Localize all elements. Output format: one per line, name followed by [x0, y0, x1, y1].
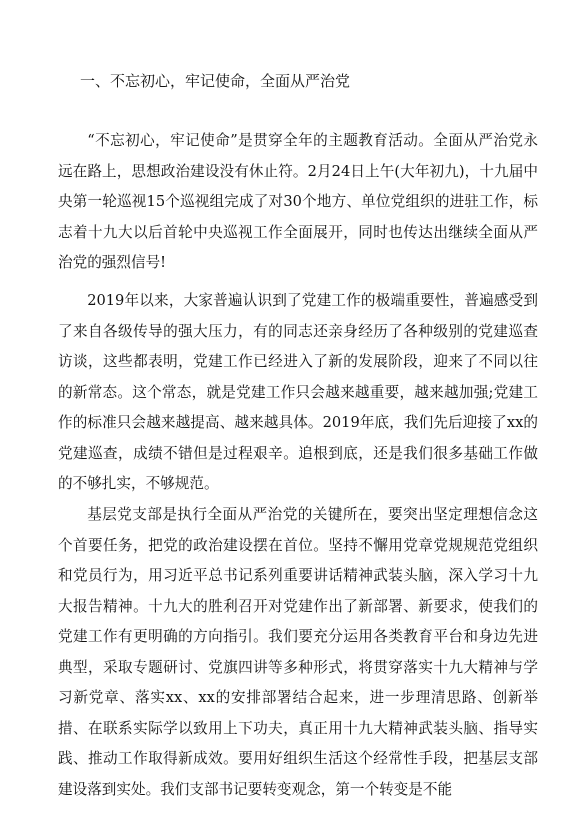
paragraph-3: 基层党支部是执行全面从严治党的关键所在，要突出坚定理想信念这个首要任务，把党的政治建设摆在首位。坚持不懈用党章党规规范党组织和党员行为，用习近平总书记系列重要讲话精神武装头脑，深入学习十九大报告精神。十九大的胜利召开对党建作出了新部署、新要求，使我们的党建工作有更明确的方向指引。我们要充分运用各类教育平台和身边先进典型，采取专题研讨、党旗四讲等多种形式，将贯穿落实十九大精神与学习新党章、落实xx、xx的安排部署结合起来，进一步理清思路、创新举措、在联系实际学以致用上下功夫，真正用十九大精神武装头脑、指导实践、推动工作取得新成效。要用好组织生活这个经常性手段，把基层支部建设落到实处。我们支部书记要转变观念，第一个转变是不能 [58, 506, 538, 798]
paragraph-1: “不忘初心，牢记使命”是贯穿全年的主题教育活动。全面从严治党永远在路上，思想政治建设没有休止符。2月24日上午(大年初九)，十九届中央第一轮巡视15个巡视组完成了对30个地方、单位党组织的进驻工作，标志着十九大以后首轮中央巡视工作全面展开，同时也传达出继续全面从严治党的强烈信号! [58, 132, 538, 271]
section-heading: 一、不忘初心，牢记使命，全面从严治党 [80, 72, 351, 90]
paragraph-2: 2019年以来，大家普遍认识到了党建工作的极端重要性，普遍感受到了来自各级传导的强大压力，有的同志还亲身经历了各种级别的党建巡查访谈，这些都表明，党建工作已经进入了新的发展阶段，迎来了不同以往的新常态。这个常态，就是党建工作只会越来越重要，越来越加强;党建工作的标准只会越来越提高、越来越具体。2019年底，我们先后迎接了xx的党建巡查，成绩不错但是过程艰辛。追根到底，还是我们很多基础工作做的不够扎实，不够规范。 [58, 292, 538, 492]
